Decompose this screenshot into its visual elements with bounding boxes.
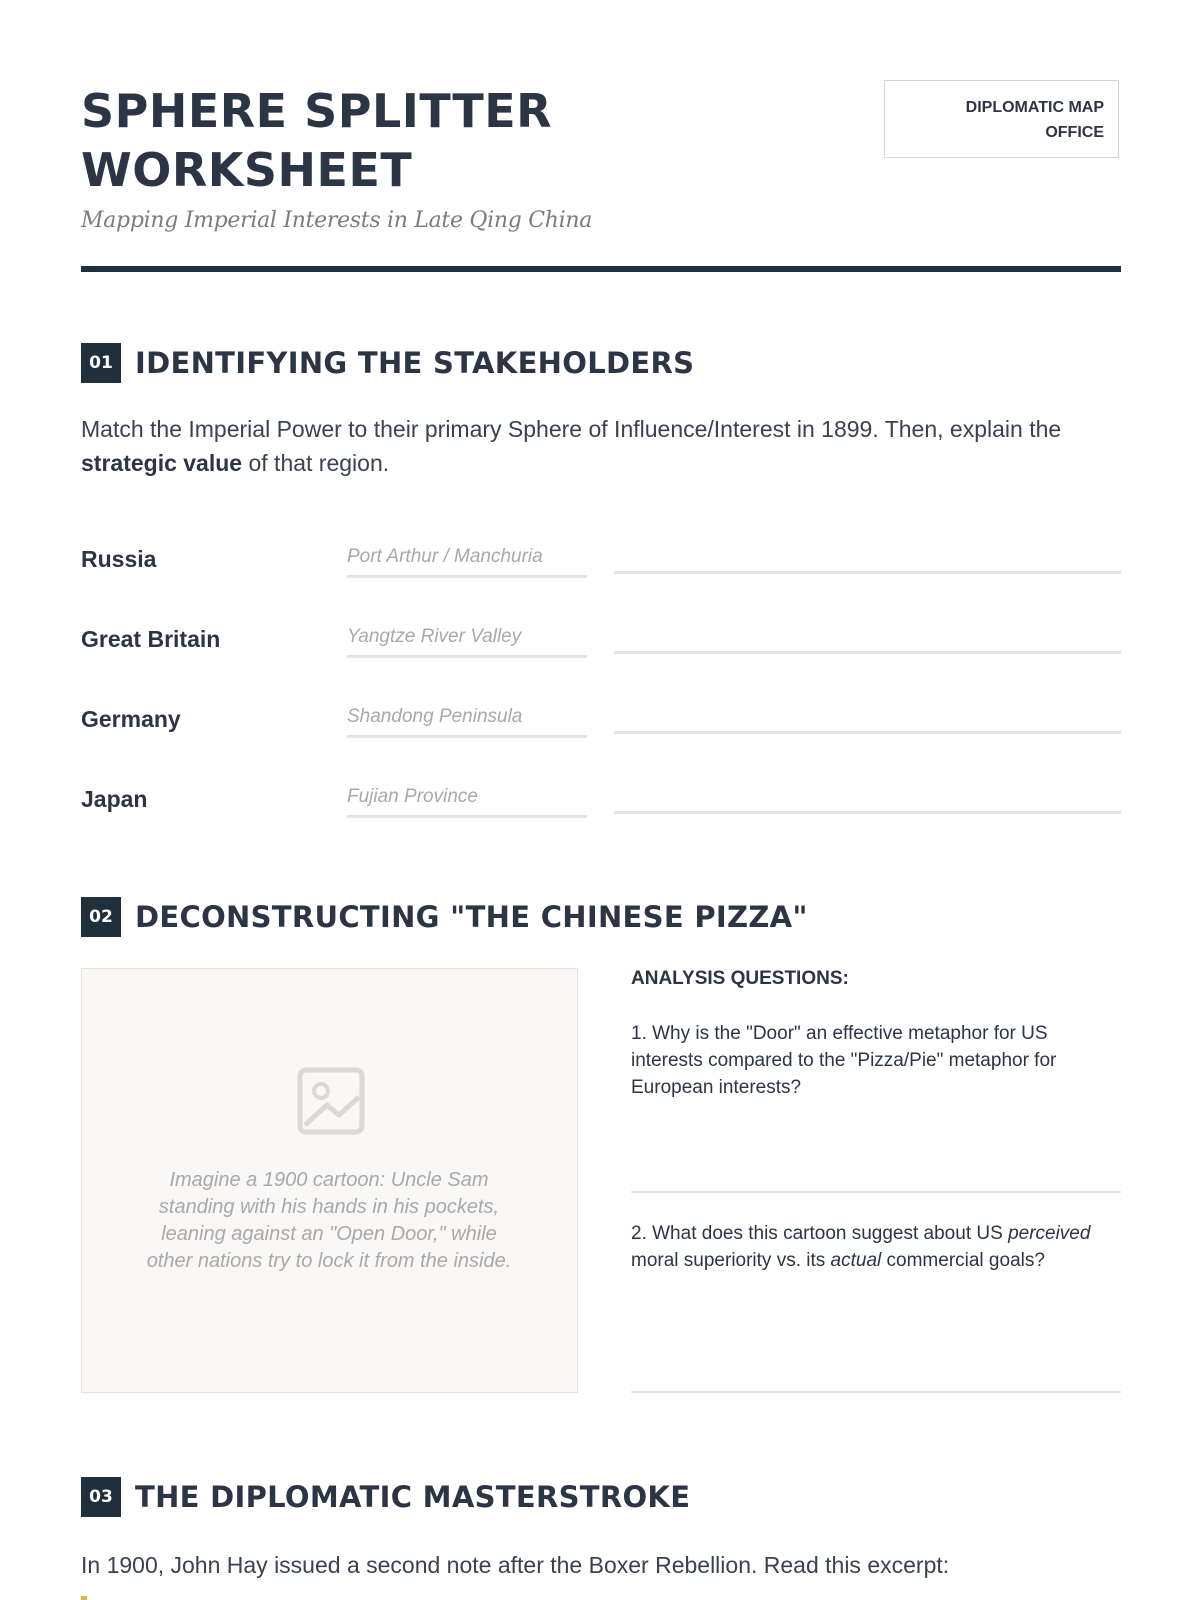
instructions-text: Match the Imperial Power to their primary Sphere of Influence/Interest in 1899. Then, explain the: [81, 416, 1062, 442]
strategic-value-line[interactable]: [614, 651, 1121, 654]
image-placeholder-icon: [297, 1067, 365, 1135]
answer-line-2[interactable]: [631, 1391, 1121, 1393]
region-field[interactable]: Fujian Province: [347, 786, 587, 818]
q2-emphasis-actual: actual: [830, 1250, 882, 1271]
section-1-number: 01: [81, 343, 121, 383]
section-1-heading: [81, 343, 694, 383]
cartoon-caption: Imagine a 1900 cartoon: Uncle Sam standing with his hands in his pockets, leaning against an "Open Door," while other nations try to lock it from the inside.: [146, 1169, 512, 1272]
section-3-number: 03: [81, 1477, 121, 1517]
strategic-value-line[interactable]: [614, 811, 1121, 814]
section-2-heading: [81, 897, 808, 937]
stakeholder-row-russia: [81, 532, 1121, 592]
power-label: Japan: [81, 786, 148, 812]
power-label: Great Britain: [81, 626, 221, 652]
section-2-number: 02: [81, 897, 121, 937]
stakeholder-row-germany: [81, 692, 1121, 752]
section-3-title: THE DIPLOMATIC MASTERSTROKE: [135, 1480, 691, 1514]
question-1: 1. Why is the "Door" an effective metaphor for US interests compared to the "Pizza/Pie" metaphor for European interests?: [631, 1023, 1057, 1098]
region-field[interactable]: Shandong Peninsula: [347, 706, 587, 738]
power-label: Russia: [81, 546, 157, 572]
office-badge: [884, 80, 1119, 158]
section-2-title: DECONSTRUCTING "THE CHINESE PIZZA": [135, 900, 808, 934]
page-title: [81, 82, 552, 200]
header-divider: [81, 266, 1121, 272]
power-label: Germany: [81, 706, 181, 732]
region-field[interactable]: Port Arthur / Manchuria: [347, 546, 587, 578]
q2-text: moral superiority vs. its: [631, 1250, 831, 1271]
instructions-emphasis: strategic value: [81, 450, 243, 476]
cartoon-placeholder: [81, 968, 578, 1393]
strategic-value-line[interactable]: [614, 571, 1121, 574]
strategic-value-line[interactable]: [614, 731, 1121, 734]
q2-text: 2. What does this cartoon suggest about US: [631, 1223, 1009, 1244]
q2-text: commercial goals?: [881, 1250, 1045, 1271]
answer-line-1[interactable]: [631, 1191, 1121, 1193]
instructions-text-end: of that region.: [242, 450, 390, 476]
section-3-heading: [81, 1477, 690, 1517]
title-line-1: SPHERE SPLITTER: [81, 84, 553, 138]
q2-emphasis-perceived: perceived: [1008, 1223, 1091, 1244]
section-1-title: IDENTIFYING THE STAKEHOLDERS: [135, 346, 695, 380]
section-3-intro: In 1900, John Hay issued a second note after the Boxer Rebellion. Read this excerpt:: [81, 1552, 950, 1578]
stakeholder-row-japan: [81, 772, 1121, 832]
office-line-2: OFFICE: [1045, 124, 1104, 141]
page-subtitle: Mapping Imperial Interests in Late Qing China: [81, 208, 593, 233]
stakeholder-row-great-britain: [81, 612, 1121, 672]
section-1-instructions: [81, 412, 1121, 480]
office-line-1: DIPLOMATIC MAP: [965, 99, 1104, 116]
region-field[interactable]: Yangtze River Valley: [347, 626, 587, 658]
title-line-2: WORKSHEET: [81, 143, 413, 197]
analysis-questions-label: ANALYSIS QUESTIONS:: [631, 968, 849, 989]
question-2: [631, 1220, 1121, 1274]
excerpt-accent-bar: [81, 1596, 87, 1600]
